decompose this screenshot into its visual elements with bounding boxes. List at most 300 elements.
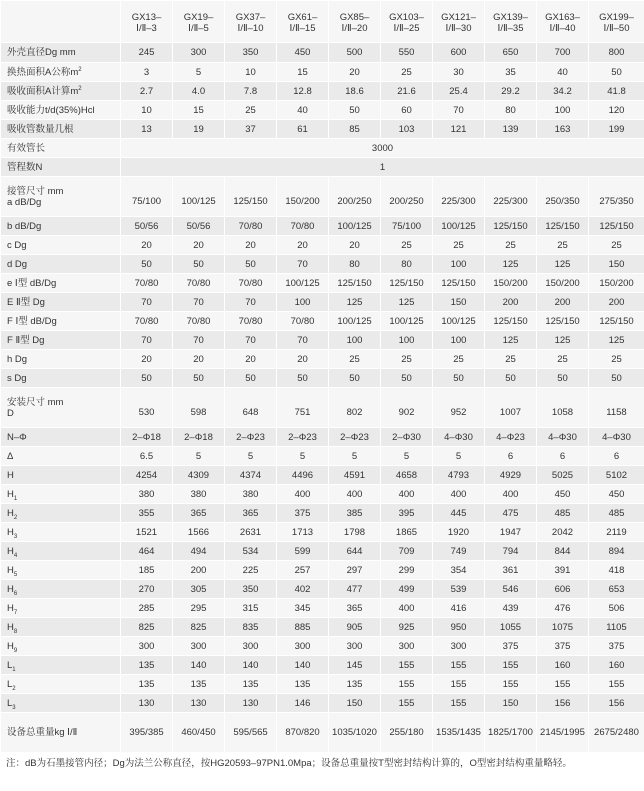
value-cell: 70/80 [225,217,277,236]
value-cell: 100/125 [173,177,225,217]
value-cell: 120 [589,101,644,120]
value-cell: 125/150 [485,217,537,236]
value-cell: 4254 [121,466,173,485]
value-cell: 1007 [485,388,537,428]
model-name: GX139– [493,11,528,23]
value-cell: 225/300 [433,177,485,217]
value-cell: 150/200 [589,274,644,293]
value-cell: 130 [173,694,225,713]
value-cell: 70 [173,331,225,350]
value-cell: 902 [381,388,433,428]
value-cell: 802 [329,388,381,428]
label-superscript: 2 [78,85,82,92]
value-cell: 25 [485,236,537,255]
value-cell: 145 [329,656,381,675]
value-cell: 50 [277,369,329,388]
value-cell: 7.8 [225,82,277,101]
value-cell: 50 [173,369,225,388]
value-cell: 2631 [225,523,277,542]
value-cell: 5 [225,447,277,466]
value-cell: 100 [277,293,329,312]
row-label [1,580,121,599]
value-cell: 905 [329,618,381,637]
row-label-text: 吸收能力t/d(35%)Hcl [7,104,95,116]
row-label-text: e Ⅰ型 dB/Dg [7,277,57,289]
value-cell: 150 [433,293,485,312]
value-cell: 299 [381,561,433,580]
value-cell: 365 [173,504,225,523]
value-cell: 418 [589,561,644,580]
value-cell: 100 [433,331,485,350]
value-cell: 225 [225,561,277,580]
value-cell: 30 [433,63,485,82]
row-label-text: F Ⅱ型 Dg [7,334,45,346]
value-cell: 29.2 [485,82,537,101]
label-subscript: 2 [12,685,16,692]
value-cell: 485 [537,504,589,523]
value-cell: 870/820 [277,713,329,753]
value-cell: 85 [329,120,381,139]
value-cell: 2–Φ18 [173,428,225,447]
value-cell: 121 [433,120,485,139]
value-cell: 400 [381,485,433,504]
row-label-text: N–Φ [7,431,27,443]
value-cell: 25 [589,236,644,255]
model-name: GX61– [287,11,318,23]
value-cell: 250/350 [537,177,589,217]
model-header [225,1,277,43]
value-cell: 140 [277,656,329,675]
value-cell: 70/80 [121,274,173,293]
value-cell: 70 [277,331,329,350]
value-cell: 1158 [589,388,644,428]
label-subscript: 1 [13,495,18,502]
value-cell: 4–Φ23 [485,428,537,447]
row-label-text: H [7,583,14,595]
value-cell: 25 [485,350,537,369]
label-subscript: 6 [13,590,18,597]
row-label-text: L [7,659,13,671]
value-cell: 2119 [589,523,644,542]
value-cell: 950 [433,618,485,637]
value-cell: 125/150 [485,312,537,331]
value-cell: 450 [589,485,644,504]
value-cell: 50 [381,369,433,388]
value-cell: 70/80 [225,312,277,331]
value-cell: 400 [329,485,381,504]
value-cell: 2–Φ30 [381,428,433,447]
spec-row [1,637,644,656]
value-cell: 365 [329,599,381,618]
value-cell: 599 [277,542,329,561]
spec-row [1,561,644,580]
model-name: GX13– [131,11,162,23]
value-cell: 70/80 [173,274,225,293]
value-cell: 50 [329,369,381,388]
row-label-secondary: D [7,407,14,419]
row-label-text: H [7,507,14,519]
value-cell: 155 [433,656,485,675]
value-cell: 12.8 [277,82,329,101]
value-cell: 500 [329,43,381,63]
value-cell: 155 [485,675,537,694]
row-label-text: 有效管长 [7,142,46,154]
value-cell: 200 [173,561,225,580]
value-cell: 653 [589,580,644,599]
row-label [1,656,121,675]
value-cell: 70/80 [225,274,277,293]
value-cell: 135 [329,675,381,694]
model-name: GX163– [545,11,580,23]
value-cell: 485 [589,504,644,523]
value-cell: 2.7 [121,82,173,101]
model-header [121,1,173,43]
value-cell: 100 [537,101,589,120]
row-label-text: s Dg [7,372,27,384]
value-cell: 20 [173,350,225,369]
row-label-text: H [7,526,14,538]
value-cell: 1055 [485,618,537,637]
spec-row [1,82,644,101]
row-label [1,293,121,312]
value-cell: 20 [329,63,381,82]
value-cell: 125 [589,331,644,350]
value-cell: 70/80 [277,217,329,236]
value-cell: 70 [277,255,329,274]
label-subscript: 1 [12,666,16,673]
value-cell: 20 [277,350,329,369]
value-cell: 825 [121,618,173,637]
value-cell: 50 [225,369,277,388]
spec-row [1,120,644,139]
value-cell: 50 [589,369,644,388]
value-cell: 125 [329,293,381,312]
value-cell: 225/300 [485,177,537,217]
value-cell: 3 [121,63,173,82]
value-cell: 375 [537,637,589,656]
value-cell: 34.2 [537,82,589,101]
value-cell: 70 [173,293,225,312]
value-cell: 37 [225,120,277,139]
value-cell: 130 [121,694,173,713]
row-label [1,447,121,466]
value-cell: 15 [277,63,329,82]
value-cell: 476 [537,599,589,618]
value-cell: 300 [277,637,329,656]
value-cell: 50 [485,369,537,388]
value-cell: 50 [121,255,173,274]
value-cell: 155 [433,675,485,694]
model-header [173,1,225,43]
model-name: GX121– [441,11,476,23]
row-label-text: 吸收面积A计算m [7,85,79,97]
value-cell: 5 [173,447,225,466]
label-subscript: 8 [13,628,18,635]
value-cell: 400 [433,485,485,504]
value-cell: 494 [173,542,225,561]
value-cell: 546 [485,580,537,599]
row-label [1,428,121,447]
value-cell: 391 [537,561,589,580]
value-cell: 1713 [277,523,329,542]
value-cell: 650 [485,43,537,63]
value-cell: 20 [329,236,381,255]
value-cell: 1035/1020 [329,713,381,753]
row-label [1,637,121,656]
value-cell: 75/100 [121,177,173,217]
value-cell: 70 [121,293,173,312]
row-label-text: 安装尺寸 mm [7,396,64,408]
value-cell: 40 [277,101,329,120]
value-cell: 1825/1700 [485,713,537,753]
value-cell: 50 [589,63,644,82]
value-cell: 375 [589,637,644,656]
value-cell: 25 [433,350,485,369]
value-cell: 19 [173,120,225,139]
value-cell: 4309 [173,466,225,485]
row-label [1,542,121,561]
row-label-text: L [7,697,13,709]
spec-row [1,523,644,542]
value-cell: 25 [381,63,433,82]
value-cell: 400 [381,599,433,618]
value-cell: 539 [433,580,485,599]
value-cell: 135 [121,675,173,694]
header-row [1,1,644,43]
row-label-text: H [7,469,14,481]
value-cell: 598 [173,388,225,428]
value-cell: 125 [381,293,433,312]
value-cell: 100 [433,255,485,274]
value-cell: 25 [537,236,589,255]
value-cell: 1920 [433,523,485,542]
value-cell: 749 [433,542,485,561]
value-cell: 361 [485,561,537,580]
spec-row [1,158,644,177]
spec-row [1,101,644,120]
value-cell: 6.5 [121,447,173,466]
spec-row [1,656,644,675]
value-cell: 800 [589,43,644,63]
value-cell: 41.8 [589,82,644,101]
row-label [1,120,121,139]
value-cell: 25 [433,236,485,255]
row-label [1,675,121,694]
value-cell: 50 [329,101,381,120]
spec-row [1,255,644,274]
value-cell: 1798 [329,523,381,542]
value-cell: 200 [589,293,644,312]
value-cell: 5 [173,63,225,82]
value-cell: 200/250 [329,177,381,217]
value-cell: 6 [485,447,537,466]
row-label [1,694,121,713]
row-label [1,255,121,274]
value-cell: 400 [485,485,537,504]
value-cell: 125 [485,331,537,350]
value-cell: 885 [277,618,329,637]
row-label-text: H [7,488,14,500]
row-label [1,350,121,369]
row-label [1,217,121,236]
value-cell: 245 [121,43,173,63]
model-type: Ⅰ/Ⅱ–20 [341,22,368,34]
value-cell: 135 [173,675,225,694]
row-label-text: L [7,678,13,690]
row-label-text: h Dg [7,353,28,365]
value-cell: 25.4 [433,82,485,101]
value-cell: 125 [537,331,589,350]
value-cell: 150 [589,255,644,274]
model-name: GX19– [183,11,214,23]
model-header [381,1,433,43]
spec-row [1,139,644,158]
row-label [1,312,121,331]
row-label [1,63,121,82]
spec-row [1,369,644,388]
value-cell: 160 [537,656,589,675]
model-name: GX85– [339,11,370,23]
value-cell: 156 [589,694,644,713]
value-cell: 61 [277,120,329,139]
model-header [433,1,485,43]
value-cell: 155 [381,656,433,675]
model-header [329,1,381,43]
value-cell: 365 [225,504,277,523]
value-cell: 10 [225,63,277,82]
value-cell: 75/100 [381,217,433,236]
value-cell: 534 [225,542,277,561]
value-cell: 25 [225,101,277,120]
value-cell: 155 [381,675,433,694]
value-cell: 200 [537,293,589,312]
value-cell: 70/80 [277,312,329,331]
value-cell: 300 [173,637,225,656]
value-cell: 925 [381,618,433,637]
value-cell: 25 [589,350,644,369]
spec-row [1,177,644,217]
value-cell: 300 [121,637,173,656]
spec-row [1,274,644,293]
value-cell: 1566 [173,523,225,542]
model-type: Ⅰ/Ⅱ–40 [549,22,576,34]
row-label-secondary: a dB/Dg [7,196,42,208]
model-type: Ⅰ/Ⅱ–10 [237,22,264,34]
spec-row [1,542,644,561]
value-cell: 2042 [537,523,589,542]
label-subscript: 3 [12,704,16,711]
value-cell: 100/125 [433,312,485,331]
value-cell: 70/80 [173,312,225,331]
row-label [1,82,121,101]
row-label-text: 设备总重量kg Ⅰ/Ⅱ [7,727,78,738]
value-cell: 155 [537,675,589,694]
label-subscript: 5 [13,571,18,578]
value-cell: 354 [433,561,485,580]
value-cell: 2675/2480 [589,713,644,753]
spec-row [1,599,644,618]
value-cell: 475 [485,504,537,523]
row-label [1,618,121,637]
value-cell: 4496 [277,466,329,485]
spec-row [1,236,644,255]
value-cell: 20 [277,236,329,255]
row-label-text: H [7,545,14,557]
value-cell: 600 [433,43,485,63]
value-cell: 146 [277,694,329,713]
spec-row [1,331,644,350]
value-cell: 4929 [485,466,537,485]
footnote: 注：dB为石墨接管内径；Dg为法兰公称直径，按HG20593–97PN1.0Mpa；设备总重量按T型密封结构计算的，O型密封结构重量略轻。 [6,758,572,769]
value-cell: 700 [537,43,589,63]
value-cell: 375 [277,504,329,523]
value-cell: 355 [121,504,173,523]
row-label [1,713,121,753]
value-cell: 50/56 [121,217,173,236]
value-cell: 709 [381,542,433,561]
model-name: GX37– [235,11,266,23]
model-name: GX199– [599,11,634,23]
value-cell: 1865 [381,523,433,542]
value-cell: 199 [589,120,644,139]
value-cell: 50/56 [173,217,225,236]
value-cell: 130 [225,694,277,713]
value-cell: 40 [537,63,589,82]
row-label-text: 换热面积A公称m [7,66,79,78]
value-cell: 70 [225,293,277,312]
value-cell: 506 [589,599,644,618]
value-cell: 155 [589,675,644,694]
spec-row [1,312,644,331]
model-type: Ⅰ/Ⅱ–50 [603,22,630,34]
row-label [1,561,121,580]
value-cell: 380 [173,485,225,504]
value-cell: 350 [225,580,277,599]
row-label-text: F Ⅰ型 dB/Dg [7,315,57,327]
spec-row [1,293,644,312]
spec-row [1,694,644,713]
value-cell: 100/125 [433,217,485,236]
value-cell: 4–Φ30 [537,428,589,447]
value-cell: 5 [381,447,433,466]
row-label-text: 管程数N [7,161,43,173]
model-type: Ⅰ/Ⅱ–15 [289,22,316,34]
value-cell: 844 [537,542,589,561]
value-cell: 50 [225,255,277,274]
row-label [1,274,121,293]
value-cell: 300 [381,637,433,656]
value-cell: 70 [121,331,173,350]
value-cell: 150/200 [485,274,537,293]
model-type: Ⅰ/Ⅱ–3 [136,22,157,34]
spec-row [1,466,644,485]
value-cell: 80 [329,255,381,274]
value-cell: 477 [329,580,381,599]
row-label-text: 外壳直径Dg mm [7,47,76,58]
row-label [1,139,121,158]
value-cell: 135 [225,675,277,694]
model-type: Ⅰ/Ⅱ–30 [445,22,472,34]
value-cell: 2–Φ23 [329,428,381,447]
value-cell: 125/150 [381,274,433,293]
value-cell: 125/150 [537,217,589,236]
value-cell: 300 [329,637,381,656]
label-superscript: 2 [78,66,82,73]
value-cell: 4658 [381,466,433,485]
merged-value-cell: 1 [121,158,644,177]
value-cell: 21.6 [381,82,433,101]
value-cell: 125/150 [589,312,644,331]
